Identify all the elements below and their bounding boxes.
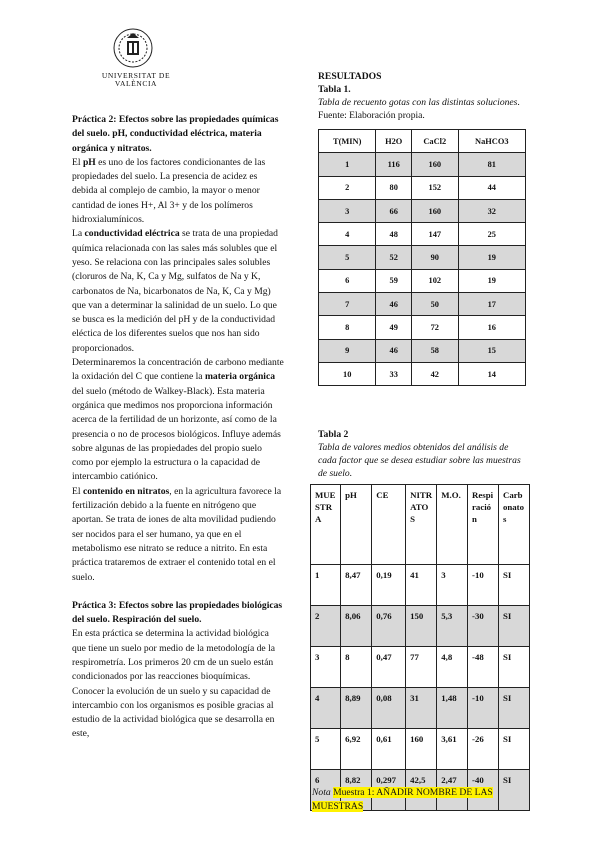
table2-row xyxy=(311,688,530,729)
table1-cell: 90 xyxy=(412,246,459,269)
table1-cell: 15 xyxy=(458,339,525,362)
practice-3-body: En esta práctica se determina la actividad biológica que tiene un suelo por medio de la metodología de la respirometría. Los primeros 20 cm de un suelo están condicionados por las reacciones bioquímicas. Conocer la evolución de un suelo y su capacidad de intercambio con los organismos es posible gracias al estudio de la actividad biológica que se desarrolla en este, xyxy=(72,628,276,740)
table2-row xyxy=(311,729,530,770)
table1-cell: 19 xyxy=(458,246,525,269)
table2-cell: 31 xyxy=(406,688,437,729)
table2-header-row xyxy=(311,485,530,565)
table1-cell: 52 xyxy=(376,246,412,269)
table1-cell: 80 xyxy=(376,176,412,199)
table2-cell: 8,47 xyxy=(341,565,372,606)
table2-cell: 150 xyxy=(406,606,437,647)
table1-cell: 25 xyxy=(458,223,525,246)
table1-cell: 4 xyxy=(319,223,376,246)
table1-cell: 49 xyxy=(376,316,412,339)
table1-cell: 8 xyxy=(319,316,376,339)
table2-cell: SI xyxy=(498,729,529,770)
table2-cell: 0,47 xyxy=(372,647,406,688)
table2-cell: SI xyxy=(498,647,529,688)
table2-cell: 0,19 xyxy=(372,565,406,606)
table2-cell: 0,61 xyxy=(372,729,406,770)
table1-cell: 160 xyxy=(412,199,459,222)
table2-cell: 41 xyxy=(406,565,437,606)
table2-cell: SI xyxy=(498,688,529,729)
left-column xyxy=(72,113,284,742)
table1-cell: 16 xyxy=(458,316,525,339)
table2-row xyxy=(311,647,530,688)
table2-cell: -30 xyxy=(468,606,499,647)
table1-row xyxy=(319,153,526,176)
table2-cell: 160 xyxy=(406,729,437,770)
table1-cell: 2 xyxy=(319,176,376,199)
ph-paragraph: El pH es uno de los factores condicionantes de las propiedades del suelo. La presencia de acidez es debida al complejo de cambio, la mayor o menor cantidad de iones H+, Al 3+ y de los polímeros hidroxialumínicos. xyxy=(72,156,266,226)
table2-cell: 3,61 xyxy=(437,729,468,770)
table2-header-cell: Carbonatos xyxy=(498,485,529,565)
table1-cell: 46 xyxy=(376,339,412,362)
table1-cell: 66 xyxy=(376,199,412,222)
table1-cell: 147 xyxy=(412,223,459,246)
table2-cell: 8,89 xyxy=(341,688,372,729)
table1-header-cell: T(MIN) xyxy=(319,130,376,153)
table2-header-cell: MUESTRA xyxy=(311,485,341,565)
table1-cell: 72 xyxy=(412,316,459,339)
table1-cell: 9 xyxy=(319,339,376,362)
table1-label: Tabla 1. xyxy=(318,84,351,95)
mo-paragraph: Determinaremos la concentración de carbono mediante la oxidación del C que contiene la materia orgánica del suelo (método de Walkey-Black). Esta materia orgánica que medimos nos proporciona información acerca de la fertilidad de un horizonte, así como de la presencia o no de procesos biológicos. Influye además sobre algunas de las propiedades del propio suelo como por ejemplo la estructura o la capacidad de intercambio catiónico. xyxy=(72,357,284,483)
practice-3-title: Práctica 3: Efectos sobre las propiedades biológicas del suelo. Respiración del suelo. xyxy=(72,599,283,626)
table1-row xyxy=(319,339,526,362)
table2-cell: 0,76 xyxy=(372,606,406,647)
university-name: UNIVERSITAT DE VALÈNCIA xyxy=(101,71,171,88)
table1-cell: 10 xyxy=(319,362,376,385)
results-title: RESULTADOS xyxy=(318,71,382,82)
table2-cell: 8 xyxy=(341,647,372,688)
table1-cell: 32 xyxy=(458,199,525,222)
table1-cell: 116 xyxy=(376,153,412,176)
table1-cell: 50 xyxy=(412,293,459,316)
table1-cell: 48 xyxy=(376,223,412,246)
table1-row xyxy=(319,362,526,385)
table2-cell: 6,92 xyxy=(341,729,372,770)
table2-cell: 1,48 xyxy=(437,688,468,729)
highlighted-note-text: Muestra 1: AÑADIR NOMBRE DE LAS MUESTRAS xyxy=(312,787,493,812)
table1-row xyxy=(319,199,526,222)
table1-cell: 42 xyxy=(412,362,459,385)
table2-cell: SI xyxy=(498,565,529,606)
table1-cell: 102 xyxy=(412,269,459,292)
table2-cell: 1 xyxy=(311,565,341,606)
table2-cell: 77 xyxy=(406,647,437,688)
table1-row xyxy=(319,246,526,269)
practice-2-title: Práctica 2: Efectos sobre las propiedades químicas del suelo. pH, conductividad eléctrica, materia orgánica y nitratos. xyxy=(72,114,279,154)
table1-cell: 46 xyxy=(376,293,412,316)
table2-cell: 5 xyxy=(311,729,341,770)
table1-row xyxy=(319,316,526,339)
table2-cell: 2 xyxy=(311,606,341,647)
table1-cell: 44 xyxy=(458,176,525,199)
table2-header xyxy=(318,428,528,480)
table2-cell: -26 xyxy=(468,729,499,770)
table2-cell: 4,8 xyxy=(437,647,468,688)
table1-cell: 7 xyxy=(319,293,376,316)
table1-cell: 5 xyxy=(319,246,376,269)
table1-cell: 17 xyxy=(458,293,525,316)
table2-cell: 42,5 xyxy=(406,770,437,811)
table1-cell: 6 xyxy=(319,269,376,292)
table2-cell: -40 xyxy=(468,770,499,811)
table1-cell: 3 xyxy=(319,199,376,222)
table1-header-cell: CaCl2 xyxy=(412,130,459,153)
table2-cell: 6 xyxy=(311,770,341,811)
table2-cell: 2,47 xyxy=(437,770,468,811)
table1-cell: 14 xyxy=(458,362,525,385)
table2-cell: SI xyxy=(498,770,529,811)
table1-caption: Tabla de recuento gotas con las distintas soluciones. Fuente: Elaboración propia. xyxy=(318,97,520,121)
table2-caption: Tabla de valores medios obtenidos del análisis de cada factor que se desea estudiar sobre las muestras de suelo. xyxy=(318,442,521,479)
table1-cell: 33 xyxy=(376,362,412,385)
table2-label: Tabla 2 xyxy=(318,429,349,440)
table1-header-row xyxy=(319,130,526,153)
table2-cell: 8,06 xyxy=(341,606,372,647)
table2-cell: 0,297 xyxy=(372,770,406,811)
table1-cell: 152 xyxy=(412,176,459,199)
table2-cell: -48 xyxy=(468,647,499,688)
table2-header-cell: CE xyxy=(372,485,406,565)
table2-row xyxy=(311,565,530,606)
table2-header-cell: M.O. xyxy=(437,485,468,565)
table2-cell: -10 xyxy=(468,688,499,729)
table2-cell: 4 xyxy=(311,688,341,729)
table1-cell: 160 xyxy=(412,153,459,176)
table2-cell: 5,3 xyxy=(437,606,468,647)
table1-row xyxy=(319,269,526,292)
table1-cell: 59 xyxy=(376,269,412,292)
table2-row xyxy=(311,606,530,647)
table2-cell: 3 xyxy=(311,647,341,688)
table1-row xyxy=(319,293,526,316)
table1-cell: 1 xyxy=(319,153,376,176)
table1-row xyxy=(319,176,526,199)
table2-cell: 8,82 xyxy=(341,770,372,811)
table2-header-cell: NITRATOS xyxy=(406,485,437,565)
table1-row xyxy=(319,223,526,246)
table1-cell: 19 xyxy=(458,269,525,292)
table1-header-cell: NaHCO3 xyxy=(458,130,525,153)
table2-cell: -10 xyxy=(468,565,499,606)
results-header xyxy=(318,70,528,122)
table1-cell: 58 xyxy=(412,339,459,362)
table2-cell: 0,08 xyxy=(372,688,406,729)
ce-paragraph: La conductividad eléctrica se trata de una propiedad química relacionada con las sales más solubles que el yeso. Se relaciona con las principales sales solubles (cloruros de Na, K, Ca y Mg, sulfatos de Na y K, carbonatos de Na, bicarbonatos de Na, K, Ca y Mg) que van a determinar la salinidad de un suelo. Lo que se busca es la medición del pH y de la conductividad eléctica de los diferentes suelos que nos han sido proporcionados. xyxy=(72,228,278,354)
table-2-soil-means xyxy=(310,484,530,811)
table2-note: Nota Muestra 1: AÑADIR NOMBRE DE LAS MUESTRAS xyxy=(312,787,493,812)
table2-cell: SI xyxy=(498,606,529,647)
table2-header-cell: Respiración xyxy=(468,485,499,565)
nitrates-paragraph: El contenido en nitratos, en la agricultura favorece la fertilización debido a la fuente en nitrógeno que aportan. Se trata de iones de alta movilidad pudiendo ser nocidos para el ser humano, ya que en el metabolismo ese nitrato se reduce a nitrito. En esta práctica trataremos de extraer el contenido total en el suelo. xyxy=(72,485,282,583)
table1-cell: 81 xyxy=(458,153,525,176)
table1-header-cell: H2O xyxy=(376,130,412,153)
table-1-drop-counts xyxy=(318,129,526,386)
table2-cell: 3 xyxy=(437,565,468,606)
table2-header-cell: pH xyxy=(341,485,372,565)
